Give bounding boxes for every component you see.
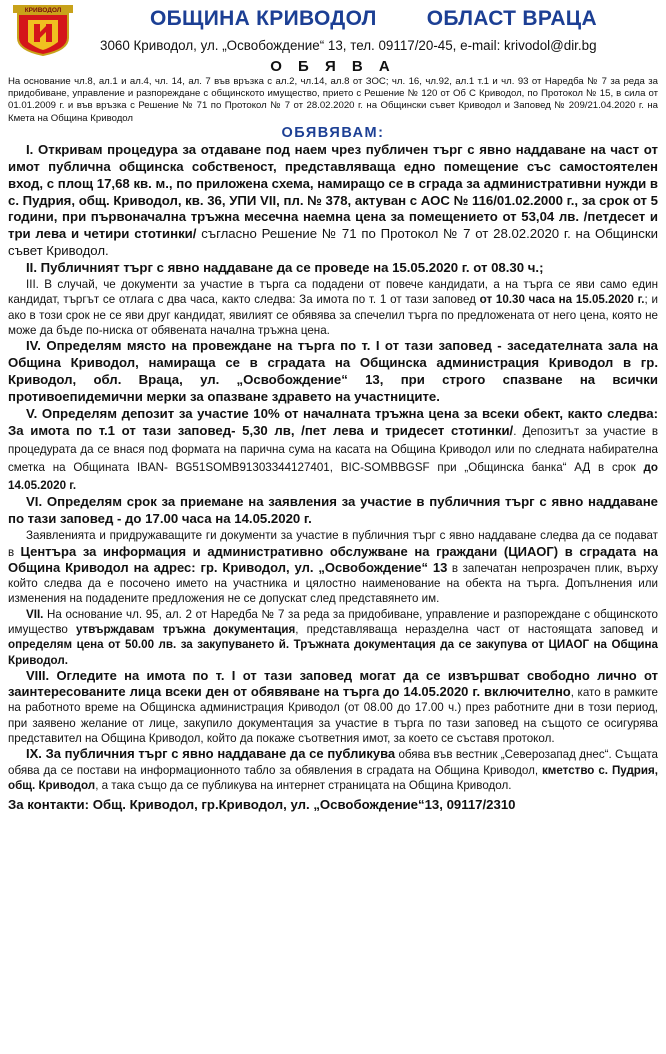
- municipality-name: ОБЩИНА КРИВОДОЛ: [150, 7, 377, 30]
- section-4: IV. Определям място на провеждане на търга по т. I от тази заповед - заседателната зала на Община Криводол, намираща се в сградата на Общинска администрация Криводол в гр. Криводол, обл. Враца, ул. „Освобождение“ 13, при строго спазване на всички противоепидемични мерки за опазване здравето на участниците.: [8, 338, 658, 404]
- notice-title: О Б Я В А: [270, 58, 396, 75]
- contact-address: 3060 Криводол, ул. „Освобождение“ 13, тел. 09117/20-45, e-mail: krivodol@dir.bg: [100, 38, 597, 53]
- section-5: V. Определям депозит за участие 10% от началната тръжна цена за всеки обект, както следва: За имота по т.1 от тази заповед- 5,30 лв, /пет лева и тридесет стотинки/. Депозитът за участие в процедурата да се внася под формата на парична сума на касата на Община Криводол или по следната набирателна сметка на Общината IBAN- BG51SOMB91303344127401, BIC-SOMBBGSF при „Общинска банка“ АД в срок до 14.05.2020 г.: [8, 405, 658, 492]
- legal-basis: На основание чл.8, ал.1 и ал.4, чл. 14, ал. 7 във връзка с ал.2, чл.14, ал.8 от ЗОС; чл. 16, чл.92, ал.1 т.1 и чл. 93 от Наредба № 7 за реда за придобиване, управление и разпореждане с общинското имущество, прието с Решение № 120 от Об С Криводол, по Протокол № 15, в сила от 01.01.2009 г. и във връзка с Решение № 71 по Протокол № 7 от 28.02.2020 г. на Общински съвет Криводол и Заповед № 209/21.04.2020 г. на Кмета на Община Криводол: [8, 76, 658, 124]
- section-3: III. В случай, че документи за участие в търга са подадени от повече кандидати, а на търга се яви само един кандидат, търгът се отлага с два часа, както следва: За имота по т. 1 от тази заповед от 10.30 часа на 15.05.2020 г.; и ако в този срок не се яви друг кандидат, явилият се обявява за спечелил търга по предложената от него цена, която не може да бъде по-ниска от обявената начална тръжна цена.: [8, 278, 659, 337]
- municipality-crest-icon: [10, 4, 76, 56]
- section-8: VIII. Огледите на имота по т. I от тази заповед могат да се извършват свободно лично от заинтересованите лица всеки ден от обявяване на търга до 14.05.2020 г. включително, като в рамките на работното време на Общинска администрация Криводол (от 08.00 до 17.00 ч.) през работните дни в този период, при заявено желание от лице, закупило документация за участие в търга по тази заповед на същото се осигурява представител на Община Криводол, който да покаже съответния имот, за което се съставя протокол.: [8, 667, 658, 746]
- letterhead: [8, 4, 658, 56]
- section-9: IX. За публичния търг с явно наддаване да се публикува обява във вестник „Северозапад днес“. Същата обява да се постави на информационното табло за обявления в сградата на Община Криводол, кметство с. Пудрия, общ. Криводол, а така също да се публикува на интернет страницата на Община Криводол.: [8, 746, 658, 792]
- letterhead-title: [150, 7, 597, 31]
- section-7: VII. На основание чл. 95, ал. 2 от Наредба № 7 за реда за придобиване, управление и разпореждане с общинското имущество утвърждавам тръжна документация, представляваща неразделна част от настоящата заповед и определям цена от 50.00 лв. за закупуването й. Тръжната документация да се закупува от ЦИАОГ на Община Криводол.: [8, 607, 658, 667]
- section-2: II. Публичният търг с явно наддаване да се проведе на 15.05.2020 г. от 08.30 ч.;: [26, 260, 544, 276]
- section-6-submission: Заявленията и придружаващите ги документи за участие в публичния търг с явно наддаване следва да се подават в Центъра за информация и административно обслужване на граждани (ЦИАОГ) в сградата на Община Криводол на адрес: гр. Криводол, ул. „Освобождение“ 13 в запечатан непрозрачен плик, върху който следва да е посочено името на участника и цялостно наименование на обекта на търга. Допълнения или изменения на подадените предложения не се допускат след представянето им.: [8, 529, 658, 606]
- contacts-line: За контакти: Общ. Криводол, гр.Криводол, ул. „Освобождение“13, 09117/2310: [8, 797, 516, 813]
- section-1: I. Откривам процедура за отдаване под наем чрез публичен търг с явно наддаване на част от имот публична общинска собственост, представляваща едно помещение със самостоятелен вход, с площ 17,68 кв. м., по приложена схема, намиращо се в сграда за административни нужди в с. Пудрия, общ. Криводол, кв. 36, УПИ VII, пл. № 378, актуван с АОС № 116/01.02.2000 г., за срок от 5 години, при първоначална тръжна месечна наемна цена за помещението от 53,04 лв. /петдесет и три лева и четири стотинки/ съгласно Решение № 71 по Протокол № 7 от 28.02.2020 г. на Общински съвет Криводол.: [8, 141, 659, 259]
- region-name: ОБЛАСТ ВРАЦА: [426, 7, 597, 30]
- section-6: VI. Определям срок за приемане на заявления за участие в публичния търг с явно наддаване по тази заповед - до 17.00 часа на 14.05.2020 г.: [8, 494, 658, 527]
- crest-text: КРИВОДОЛ: [24, 7, 62, 14]
- announcement-heading: ОБЯВЯВАМ:: [281, 124, 385, 141]
